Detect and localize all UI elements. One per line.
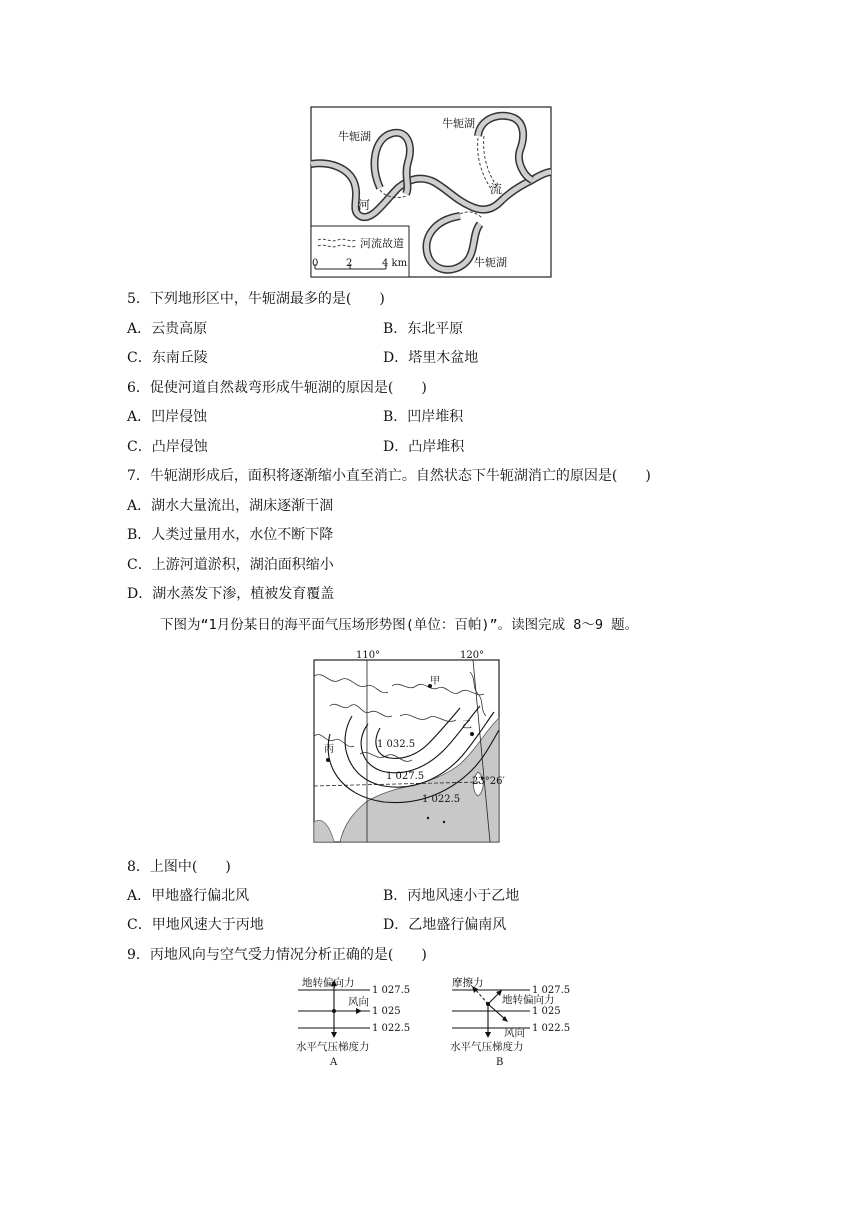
question-7-stem: 7．牛轭湖形成后，面积将逐渐缩小直至消亡。自然状态下牛轭湖消亡的原因是( ) bbox=[127, 468, 651, 484]
oxbow-lake-map bbox=[310, 106, 552, 278]
a-coriolis-label: 地转偏向力 bbox=[302, 977, 355, 989]
label-yi: 乙 bbox=[462, 720, 472, 731]
question-9-stem: 9．丙地风向与空气受力情况分析正确的是( ) bbox=[127, 947, 427, 963]
label-lake-right-top: 牛轭湖 bbox=[442, 117, 475, 130]
q6-option-a: A．凹岸侵蚀 bbox=[127, 409, 208, 425]
legend-old-channel-label: 河流故道 bbox=[360, 237, 404, 250]
question-6-stem: 6．促使河道自然裁弯形成牛轭湖的原因是( ) bbox=[127, 380, 427, 396]
lon-120-label: 120° bbox=[460, 650, 485, 661]
question-8-stem: 8．上图中( ) bbox=[127, 859, 231, 875]
a-p3: 1 022.5 bbox=[372, 1023, 411, 1034]
label-river-he: 河 bbox=[358, 198, 371, 212]
force-diagram-b bbox=[446, 974, 576, 1070]
q5-option-b: B．东北平原 bbox=[383, 321, 464, 337]
lon-110-label: 110° bbox=[356, 650, 381, 661]
scale-0: 0 bbox=[312, 258, 319, 269]
q7-option-c: C．上游河道淤积，湖泊面积缩小 bbox=[127, 557, 334, 573]
label-lake-left: 牛轭湖 bbox=[338, 130, 371, 143]
b-coriolis-label: 地转偏向力 bbox=[502, 994, 555, 1006]
tropic-label: 23°26′ bbox=[472, 776, 505, 787]
scale-2: 2 bbox=[346, 258, 353, 269]
q5-option-c: C．东南丘陵 bbox=[127, 350, 208, 366]
a-wind-label: 风向 bbox=[348, 996, 369, 1008]
q7-option-b: B．人类过量用水，水位不断下降 bbox=[127, 527, 334, 543]
isobar-1027-label: 1 027.5 bbox=[386, 771, 425, 782]
a-pgf-label: 水平气压梯度力 bbox=[296, 1041, 370, 1053]
q8-option-d: D．乙地盛行偏南风 bbox=[383, 917, 507, 933]
q8-option-a: A．甲地盛行偏北风 bbox=[127, 888, 250, 904]
b-tag: B bbox=[496, 1057, 504, 1068]
a-p2: 1 025 bbox=[372, 1006, 401, 1017]
q8-option-c: C．甲地风速大于丙地 bbox=[127, 917, 264, 933]
label-river-liu: 流 bbox=[490, 182, 503, 196]
isobar-1022-label: 1 022.5 bbox=[422, 794, 461, 805]
isobar-1032-label: 1 032.5 bbox=[377, 739, 416, 750]
a-tag: A bbox=[330, 1057, 338, 1068]
q7-option-a: A．湖水大量流出，湖床逐渐干涸 bbox=[127, 498, 334, 514]
b-friction-label: 摩擦力 bbox=[452, 977, 484, 989]
b-p1: 1 027.5 bbox=[532, 985, 571, 996]
intro-q8-9: 下图为“1月份某日的海平面气压场形势图(单位：百帕)”。读图完成 8～9 题。 bbox=[160, 617, 639, 633]
b-p3: 1 022.5 bbox=[532, 1023, 571, 1034]
question-5-stem: 5．下列地形区中，牛轭湖最多的是( ) bbox=[127, 291, 385, 307]
q6-option-c: C．凸岸侵蚀 bbox=[127, 439, 208, 455]
q8-option-b: B．丙地风速小于乙地 bbox=[383, 888, 520, 904]
q5-option-d: D．塔里木盆地 bbox=[383, 350, 479, 366]
label-bing: 丙 bbox=[324, 744, 334, 755]
pressure-field-map bbox=[300, 646, 515, 846]
q7-option-d: D．湖水蒸发下渗，植被发育覆盖 bbox=[127, 586, 335, 602]
b-wind-label: 风向 bbox=[504, 1027, 525, 1039]
b-p2: 1 025 bbox=[532, 1006, 561, 1017]
q5-option-a: A．云贵高原 bbox=[127, 321, 208, 337]
q6-option-b: B．凹岸堆积 bbox=[383, 409, 464, 425]
label-jia: 甲 bbox=[430, 676, 440, 687]
force-diagram-a bbox=[292, 974, 422, 1070]
q6-option-d: D．凸岸堆积 bbox=[383, 439, 465, 455]
label-lake-bottom: 牛轭湖 bbox=[474, 256, 507, 269]
b-pgf-label: 水平气压梯度力 bbox=[450, 1041, 524, 1053]
a-p1: 1 027.5 bbox=[372, 985, 411, 996]
scale-4: 4 km bbox=[382, 258, 408, 269]
